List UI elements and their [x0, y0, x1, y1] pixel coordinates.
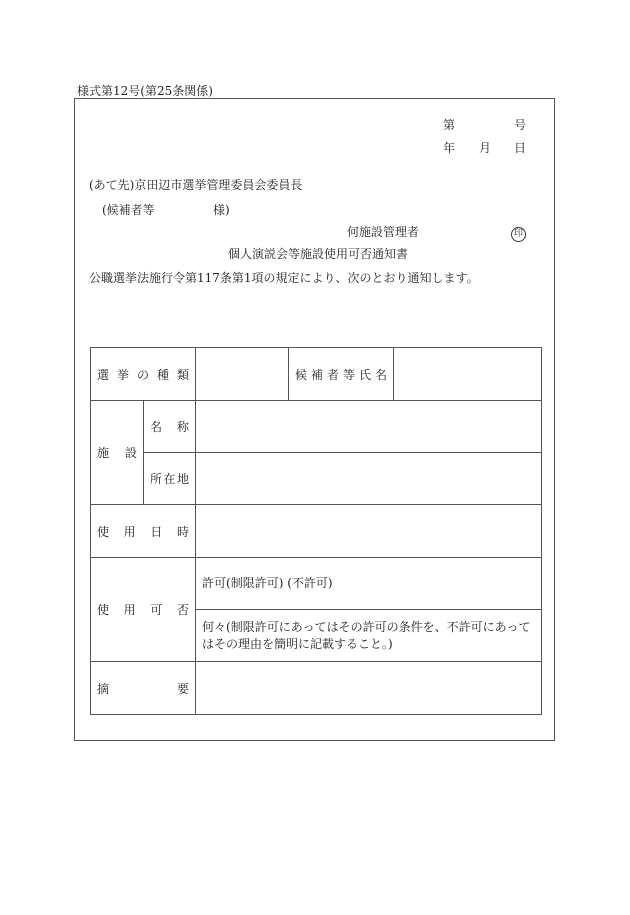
candidate-open: (候補者等 — [102, 203, 155, 217]
approval-options[interactable]: 許可(制限許可) (不許可) — [196, 558, 542, 610]
candidate-close: 様) — [213, 203, 230, 217]
remarks-field[interactable] — [196, 662, 542, 715]
body-text: 公職選挙法施行令第117条第1項の規定により、次のとおり通知します。 — [89, 271, 479, 285]
candidate-name-field[interactable] — [394, 348, 542, 401]
facility-location-field[interactable] — [196, 453, 542, 505]
approval-note[interactable]: 何々(制限許可にあってはその許可の条件を、不許可にあってはその理由を簡明に記載すること。) — [196, 610, 542, 662]
day-label: 日 — [514, 141, 527, 155]
document-title: 個人演説会等施設使用可否通知書 — [228, 247, 409, 261]
facility-name-field[interactable] — [196, 401, 542, 453]
number-suffix: 号 — [514, 118, 527, 132]
form-table — [90, 347, 542, 715]
label-facility-name: 名 称 — [144, 401, 196, 453]
sender: 何施設管理者 — [347, 225, 420, 239]
election-type-field[interactable] — [196, 348, 289, 401]
label-facility: 施 設 — [91, 401, 144, 505]
number-prefix: 第 — [443, 118, 456, 132]
use-datetime-field[interactable] — [196, 505, 542, 558]
seal-icon: 印 — [511, 225, 526, 242]
label-remarks: 摘 要 — [91, 662, 196, 715]
label-use-datetime: 使 用 日 時 — [91, 505, 196, 558]
form-number: 様式第12号(第25条関係) — [77, 84, 213, 98]
label-facility-location: 所 在 地 — [144, 453, 196, 505]
label-use-approval: 使 用 可 否 — [91, 558, 196, 662]
month-label: 月 — [479, 141, 492, 155]
label-election-type: 選 挙 の 種 類 — [91, 348, 196, 401]
year-label: 年 — [443, 141, 456, 155]
label-candidate-name: 候 補 者 等 氏 名 — [289, 348, 394, 401]
addressee: (あて先)京田辺市選挙管理委員会委員長 — [89, 178, 303, 192]
